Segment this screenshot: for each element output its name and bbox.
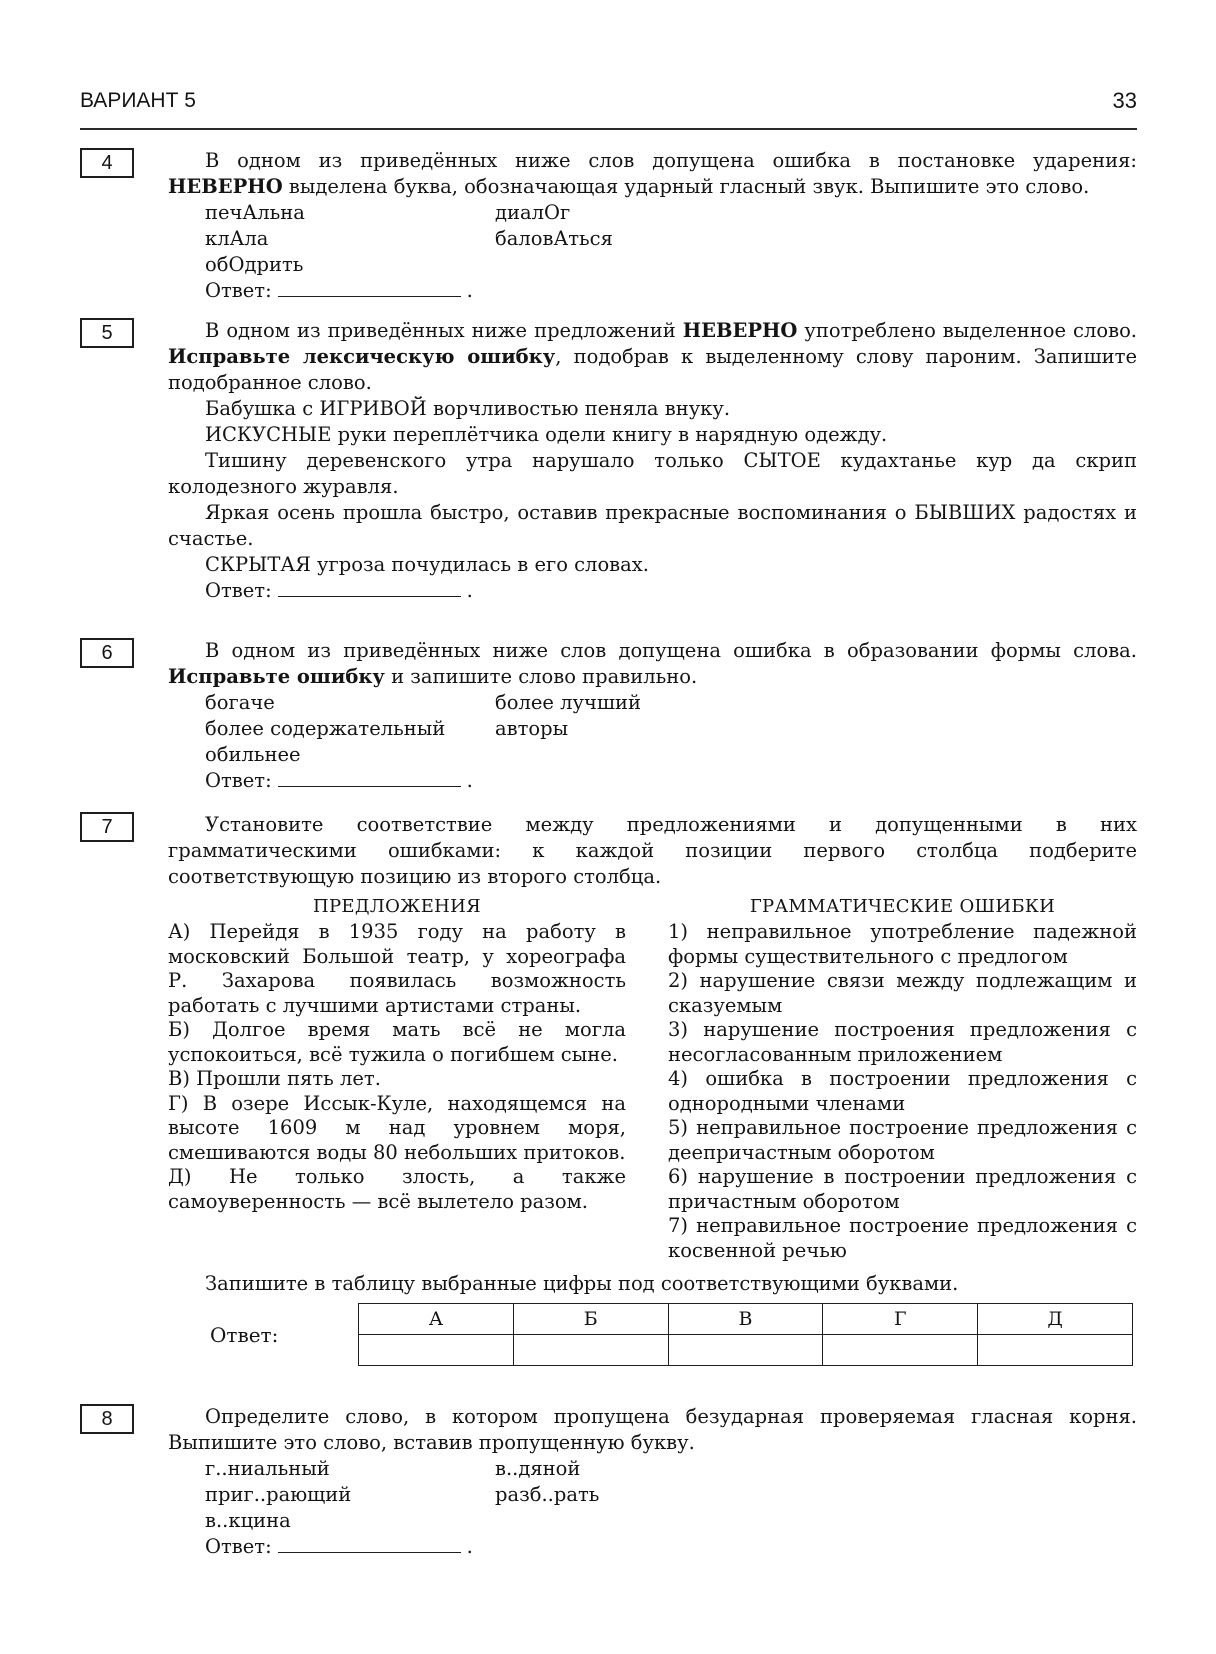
errors-column: [668, 894, 1137, 1263]
answer-line: Ответ: .: [205, 579, 473, 602]
task-number: 8: [80, 1404, 134, 1434]
answer-label: Ответ:: [205, 769, 272, 792]
word-list: [168, 1456, 1137, 1534]
sentence-item: Г) В озере Иссык-Куле, находящемся на высоте 1609 м над уровнем моря, смешиваются воды 80 небольших притоков.: [168, 1091, 626, 1164]
answer-cell[interactable]: [978, 1335, 1133, 1366]
word-option: богаче: [205, 691, 275, 714]
task-intro: В одном из приведённых ниже слов допущена ошибка в постановке ударения: НЕВЕРНО выделена буква, обозначающая ударный гласный звук. Выпишите это слово.: [168, 149, 1137, 198]
task-number: 7: [80, 812, 134, 842]
task-number: 5: [80, 318, 134, 348]
answer-cell[interactable]: [513, 1335, 668, 1366]
answer-blank[interactable]: [278, 278, 461, 297]
answer-blank[interactable]: [278, 768, 461, 787]
table-header-cell: В: [668, 1304, 823, 1335]
table-note: Запишите в таблицу выбранные цифры под соответствующими буквами.: [205, 1272, 959, 1295]
word-option: г..ниальный: [205, 1457, 330, 1480]
task-8: [80, 1404, 1137, 1560]
word-option: клАла: [205, 227, 269, 250]
table-header-cell: А: [359, 1304, 514, 1335]
variant-title: ВАРИАНТ 5: [80, 89, 196, 112]
task-number: 4: [80, 148, 134, 178]
answer-label: Ответ:: [205, 279, 272, 302]
matching-columns: [168, 894, 1137, 1263]
word-option: авторы: [495, 717, 569, 740]
word-option: диалОг: [495, 201, 571, 224]
task-intro: В одном из приведённых ниже слов допущена ошибка в образовании формы слова. Исправьте ошибку и запишите слово правильно.: [168, 639, 1137, 688]
answer-cell[interactable]: [823, 1335, 978, 1366]
error-item: 2) нарушение связи между подлежащим и сказуемым: [668, 969, 1137, 1017]
table-header-cell: Б: [513, 1304, 668, 1335]
page-number: 33: [1112, 88, 1137, 113]
word-option: баловАться: [495, 227, 613, 250]
table-header-cell: Д: [978, 1304, 1133, 1335]
sentence: ИСКУСНЫЕ руки переплётчика одели книгу в нарядную одежду.: [205, 423, 888, 446]
word-option: разб..рать: [495, 1483, 600, 1506]
column-heading: ПРЕДЛОЖЕНИЯ: [313, 896, 481, 917]
answer-blank[interactable]: [278, 1534, 461, 1553]
error-item: 3) нарушение построения предложения с несогласованным приложением: [668, 1018, 1137, 1066]
answer-label: Ответ:: [205, 579, 272, 602]
word-option: обОдрить: [205, 253, 304, 276]
sentences-column: [168, 894, 626, 1263]
answer-table-row: [208, 1303, 1137, 1366]
sentence: СКРЫТАЯ угроза почудилась в его словах.: [205, 553, 649, 576]
error-item: 1) неправильное употребление падежной формы существительного с предлогом: [668, 920, 1137, 968]
task-intro: Определите слово, в котором пропущена безударная проверяемая гласная корня. Выпишите это слово, вставив пропущенную букву.: [168, 1405, 1137, 1454]
word-list: [168, 690, 1137, 768]
answer-table: [358, 1303, 1133, 1366]
task-7: [80, 812, 1137, 1366]
answer-line: Ответ: .: [205, 769, 473, 792]
sentence-item: Б) Долгое время мать всё не могла успокоиться, всё тужила о погибшем сыне.: [168, 1018, 626, 1066]
answer-line: Ответ: .: [205, 1535, 473, 1558]
sentence-item: В) Прошли пять лет.: [168, 1067, 381, 1090]
task-intro: В одном из приведённых ниже предложений НЕВЕРНО употреблено выделенное слово. Исправьте лексическую ошибку, подобрав к выделенному слову пароним. Запишите подобранное слово.: [168, 319, 1138, 394]
error-item: 4) ошибка в построении предложения с однородными членами: [668, 1067, 1137, 1115]
sentence: Бабушка с ИГРИВОЙ ворчливостью пеняла внуку.: [205, 397, 731, 420]
sentence-item: А) Перейдя в 1935 году на работу в московский Большой театр, у хореографа Р. Захарова появилась возможность работать с лучшими артистами страны.: [168, 920, 626, 1017]
word-option: более лучший: [495, 691, 642, 714]
word-option: обильнее: [205, 743, 301, 766]
task-4: [80, 148, 1137, 304]
word-option: печАльна: [205, 201, 305, 224]
answer-label: Ответ:: [210, 1322, 279, 1347]
answer-line: Ответ: .: [205, 279, 473, 302]
word-list: [168, 200, 1137, 278]
task-number: 6: [80, 638, 134, 668]
answer-blank[interactable]: [278, 578, 461, 597]
word-option: приг..рающий: [205, 1483, 352, 1506]
task-intro: Установите соответствие между предложениями и допущенными в них грамматическими ошибками: к каждой позиции первого столбца подберите соответствующую позицию из второго столбца.: [168, 813, 1137, 888]
error-item: 7) неправильное построение предложения с косвенной речью: [668, 1214, 1137, 1262]
answer-label: Ответ:: [205, 1535, 272, 1558]
table-header-cell: Г: [823, 1304, 978, 1335]
sentence-item: Д) Не только злость, а также самоуверенность — всё вылетело разом.: [168, 1165, 626, 1213]
error-item: 6) нарушение в построении предложения с причастным оборотом: [668, 1165, 1137, 1213]
task-6: [80, 638, 1137, 794]
word-option: в..кцина: [205, 1509, 291, 1532]
sentence: Тишину деревенского утра нарушало только СЫТОЕ кудахтанье кур да скрип колодезного журавля.: [168, 449, 1137, 498]
error-item: 5) неправильное построение предложения с деепричастным оборотом: [668, 1116, 1137, 1164]
word-option: более содержательный: [205, 717, 446, 740]
sentence: Яркая осень прошла быстро, оставив прекрасные воспоминания о БЫВШИХ радостях и счастье.: [168, 501, 1137, 550]
page-header: [80, 88, 1137, 130]
column-heading: ГРАММАТИЧЕСКИЕ ОШИБКИ: [749, 896, 1056, 917]
word-option: в..дяной: [495, 1457, 581, 1480]
answer-cell[interactable]: [668, 1335, 823, 1366]
task-5: [80, 318, 1137, 604]
answer-cell[interactable]: [359, 1335, 514, 1366]
